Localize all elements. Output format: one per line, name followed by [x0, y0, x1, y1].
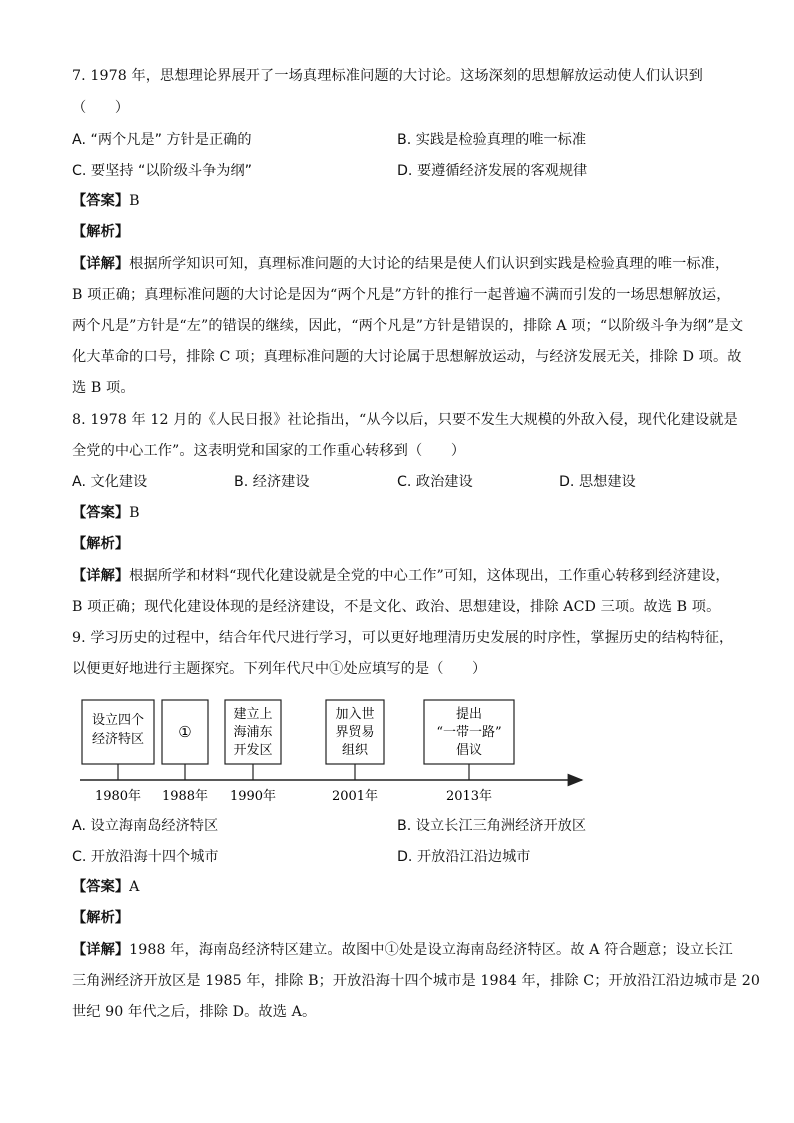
q7-detail-line-1	[72, 254, 730, 274]
q7-stem: 7. 1978 年，思想理论界展开了一场真理标准问题的大讨论。这场深刻的思想解放运动使人们认识到	[72, 68, 703, 84]
timeline-event-text: 开发区	[233, 743, 273, 758]
q9-option-d: D. 开放沿江沿边城市	[397, 849, 531, 865]
q7-detail-line-4: 化大革命的口号，排除 C 项；真理标准问题的大讨论属于思想解放运动，与经济发展无关，排除 D 项。故	[72, 349, 742, 365]
timeline-event-text: 界贸易	[335, 725, 375, 740]
answer-tag: 【答案】	[72, 193, 130, 209]
q9-detail-line-2: 三角洲经济开放区是 1985 年，排除 B；开放沿海十四个城市是 1984 年，排除 C；开放沿江沿边城市是 20	[72, 973, 760, 989]
timeline-event-text: 提出	[455, 707, 483, 722]
timeline-event-text: 加入世	[335, 707, 375, 722]
timeline-year-label: 2013年	[445, 789, 493, 804]
timeline-event-text: 设立四个	[91, 713, 145, 728]
q8-answer-line	[72, 503, 722, 523]
q8-stem-line-2: 全党的中心工作”。这表明党和国家的工作重心转移到（ ）	[72, 443, 466, 459]
timeline-year-label: 1988年	[161, 789, 209, 804]
q9-answer: A	[129, 879, 140, 895]
q7-detail-text: 根据所学知识可知，真理标准问题的大讨论的结果是使人们认识到实践是检验真理的唯一标准，	[129, 256, 730, 272]
q7-option-a: A. “两个凡是” 方针是正确的	[72, 132, 252, 148]
timeline-year-label: 1990年	[229, 789, 277, 804]
q7-answer: B	[129, 193, 140, 209]
q8-analysis-tag: 【解析】	[72, 536, 130, 552]
q9-stem-line-2: 以便更好地进行主题探究。下列年代尺中①处应填写的是（ ）	[72, 661, 487, 677]
q8-option-c: C. 政治建设	[397, 474, 473, 490]
detail-tag: 【详解】	[72, 942, 130, 958]
q9-option-b: B. 设立长江三角洲经济开放区	[397, 818, 587, 834]
q9-detail-line-3: 世纪 90 年代之后，排除 D。故选 A。	[72, 1004, 317, 1020]
detail-tag: 【详解】	[72, 256, 130, 272]
timeline-event-text: 组织	[341, 743, 369, 758]
timeline-event-text: 倡议	[455, 743, 483, 758]
q8-detail-line-1	[72, 566, 730, 586]
q8-detail-line-2: B 项正确；现代化建设体现的是经济建设，不是文化、政治、思想建设，排除 ACD 三项。故选 B 项。	[72, 599, 721, 615]
q8-option-b: B. 经济建设	[234, 474, 310, 490]
timeline-year-label: 1980年	[94, 789, 142, 804]
q9-analysis-tag: 【解析】	[72, 910, 130, 926]
timeline-event-text: “一带一路”	[436, 725, 502, 740]
q8-detail-text: 根据所学和材料“现代化建设就是全党的中心工作”可知，这体现出，工作重心转移到经济建设，	[129, 568, 730, 584]
timeline-event-text: 海浦东	[233, 725, 273, 740]
q9-detail-text: 1988 年，海南岛经济特区建立。故图中①处是设立海南岛经济特区。故 A 符合题意；设立长江	[129, 942, 733, 958]
q7-option-d: D. 要遵循经济发展的客观规律	[397, 163, 588, 179]
timeline-year-label: 2001年	[331, 789, 379, 804]
q7-option-c: C. 要坚持 “以阶级斗争为纲”	[72, 163, 253, 179]
q9-detail-line-1	[72, 940, 733, 960]
q7-option-b: B. 实践是检验真理的唯一标准	[397, 132, 587, 148]
answer-tag: 【答案】	[72, 879, 130, 895]
detail-tag: 【详解】	[72, 568, 130, 584]
answer-tag: 【答案】	[72, 505, 130, 521]
q9-option-c: C. 开放沿海十四个城市	[72, 849, 219, 865]
q9-answer-line	[72, 877, 722, 897]
q7-answer-line	[72, 191, 722, 211]
q8-option-a: A. 文化建设	[72, 474, 148, 490]
q9-option-a: A. 设立海南岛经济特区	[72, 818, 219, 834]
q7-detail-line-2: B 项正确；真理标准问题的大讨论是因为“两个凡是”方针的推行一起普遍不满而引发的一场思想解放运，	[72, 287, 731, 303]
timeline-event-text: ①	[178, 723, 192, 741]
q7-analysis-tag: 【解析】	[72, 224, 130, 240]
q8-answer: B	[129, 505, 140, 521]
q9-stem-line-1: 9. 学习历史的过程中，结合年代尺进行学习，可以更好地理清历史发展的时序性，掌握历史的结构特征，	[72, 630, 734, 646]
q7-detail-line-5: 选 B 项。	[72, 380, 135, 396]
q9-timeline-diagram	[72, 690, 592, 810]
q7-paren: （ ）	[72, 100, 130, 116]
timeline-event-text: 建立上	[233, 707, 273, 722]
timeline-event-text: 经济特区	[91, 732, 145, 747]
q8-option-d: D. 思想建设	[559, 474, 636, 490]
q7-detail-line-3: 两个凡是”方针是“左”的错误的继续，因此，“两个凡是”方针是错误的，排除 A 项；“以阶级斗争为纲”是文	[72, 318, 744, 334]
q8-stem-line-1: 8. 1978 年 12 月的《人民日报》社论指出，“从今以后，只要不发生大规模的外敌入侵，现代化建设就是	[72, 412, 738, 428]
